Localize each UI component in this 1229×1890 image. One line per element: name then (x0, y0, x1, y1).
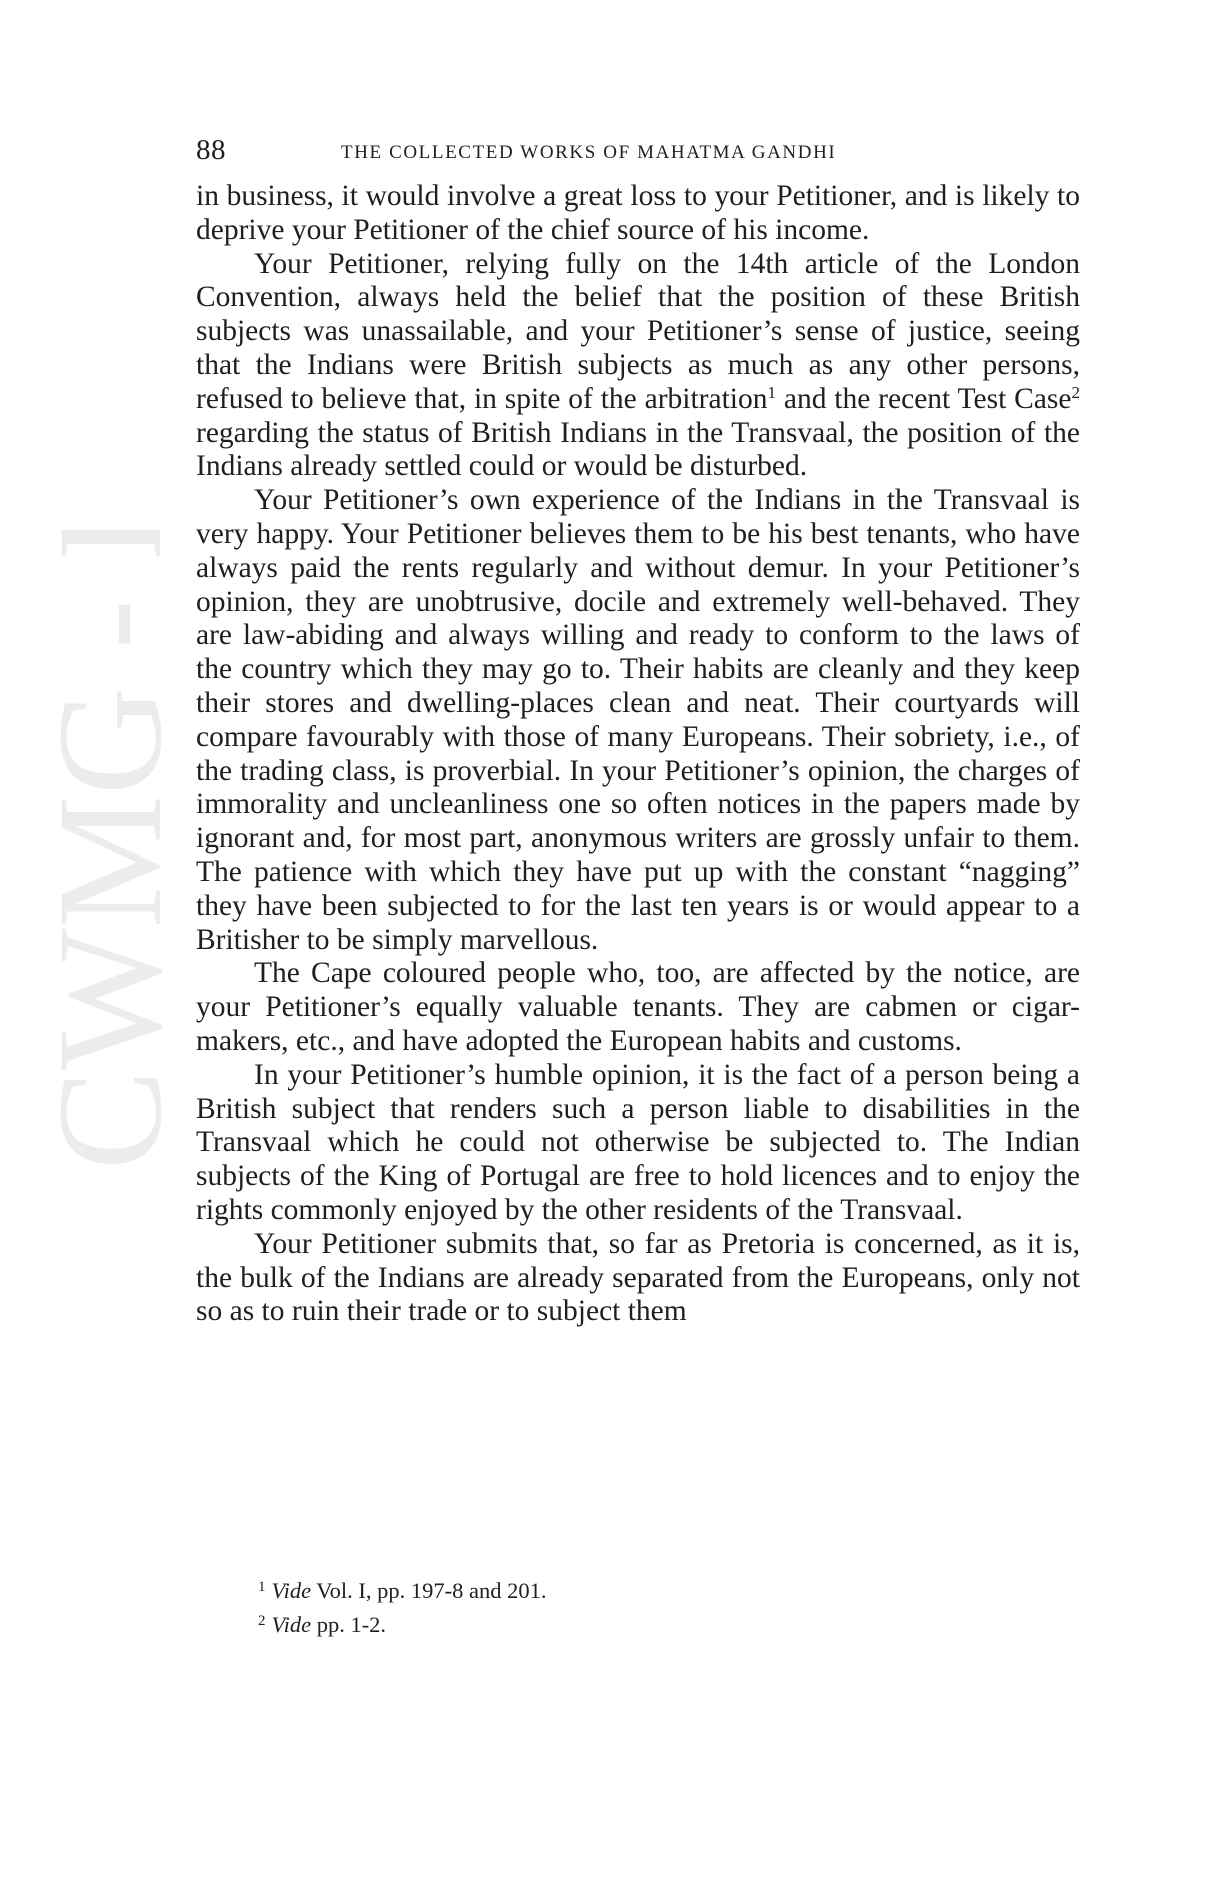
paragraph-4: The Cape coloured people who, too, are affected by the notice, are your Petitioner’s equally valuable tenants. They are cabmen or cigar-makers, etc., and have adopted the European habits and customs. (196, 957, 1080, 1057)
running-head (196, 134, 1080, 174)
footnote-2-vide: Vide (271, 1612, 312, 1637)
footnote-1-vide: Vide (271, 1578, 312, 1603)
page-number: 88 (196, 134, 226, 166)
paragraph-2-part-3: regarding the status of British Indians in the Transvaal, the position of the Indians already settled could or would be disturbed. (196, 416, 1080, 483)
paragraph-6: Your Petitioner submits that, so far as Pretoria is concerned, as it is, the bulk of the Indians are already separated from the Europeans, only not so as to ruin their trade or to subject them (196, 1227, 1080, 1328)
book-title: THE COLLECTED WORKS OF MAHATMA GANDHI (341, 142, 837, 163)
footnote-2 (258, 1606, 958, 1640)
footnote-2-mark: 2 (258, 1613, 266, 1629)
footnote-ref-1: 1 (767, 382, 776, 402)
footnote-2-text: pp. 1-2. (311, 1612, 387, 1637)
paragraph-2 (196, 248, 1080, 485)
footnotes (258, 1572, 958, 1640)
footnote-1-text: Vol. I, pp. 197-8 and 201. (311, 1578, 547, 1603)
footnote-1 (258, 1572, 958, 1606)
paragraph-2-part-1: Your Petitioner, relying fully on the 14th article of the London Convention, always held the belief that the position of these British subjects was unassailable, and your Petitioner’s sense of justice, seeing that the Indians were British subjects as much as any other persons, refused to believe that, in spite of the arbitration (196, 247, 1080, 415)
paragraph-2-part-2: and the recent Test Case (776, 382, 1072, 415)
paragraph-5: In your Petitioner’s humble opinion, it is the fact of a person being a British subject that renders such a person liable to disabilities in the Transvaal which he could not otherwise be subjected to. The Indian subjects of the King of Portugal are free to hold licences and to enjoy the rights commonly enjoyed by the other residents of the Transvaal. (196, 1058, 1080, 1226)
footnote-1-mark: 1 (258, 1579, 266, 1595)
paragraph-1: in business, it would involve a great loss to your Petitioner, and is likely to deprive your Petitioner of the chief source of his income. (196, 180, 1080, 246)
watermark-text: CWMG - III (27, 530, 193, 1170)
paragraph-3: Your Petitioner’s own experience of the Indians in the Transvaal is very happy. Your Petitioner believes them to be his best tenants, who have always paid the rents regularly and without demur. In your Petitioner’s opinion, they are unobtrusive, docile and extremely well-behaved. They are law-abiding and always willing and ready to conform to the laws of the country which they may go to. Their habits are cleanly and they keep their stores and dwelling-places clean and neat. Their courtyards will compare favourably with those of many Europeans. Their sobriety, i.e., of the trading class, is proverbial. In your Petitioner’s opinion, the charges of immorality and uncleanliness one so often notices in the papers made by ignorant and, for most part, anonymous writers are grossly unfair to them. The patience with which they have put up with the constant “nagging” they have been subjected to for the last ten years is or would appear to a Britisher to be simply marvellous. (196, 484, 1080, 956)
footnote-ref-2: 2 (1071, 382, 1080, 402)
body-text (196, 180, 1080, 1329)
